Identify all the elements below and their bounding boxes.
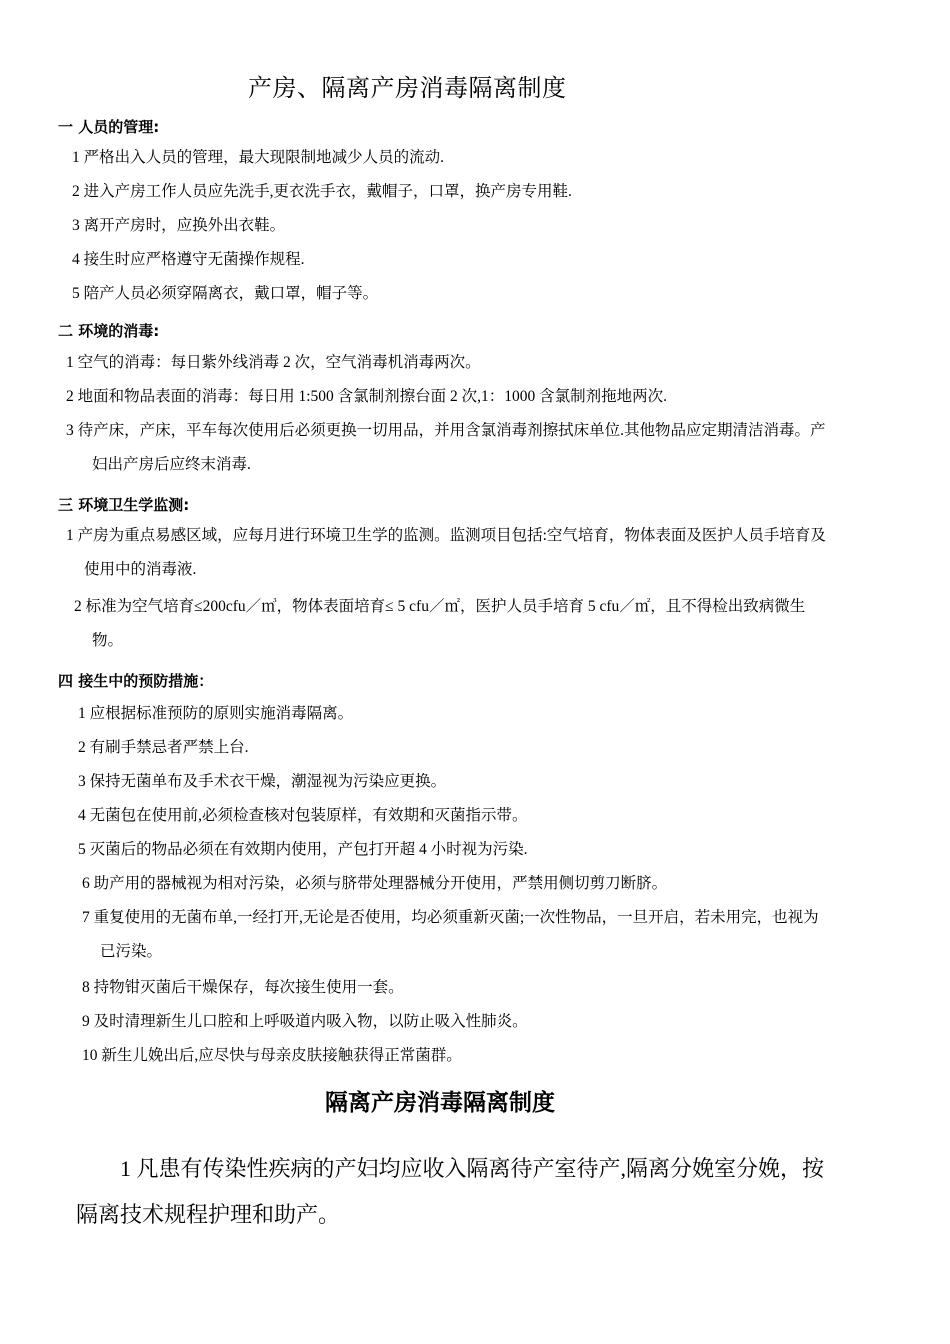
section-4-item-1: 1 应根据标准预防的原则实施消毒隔离。 [78, 705, 354, 722]
section-heading-2: 二 环境的消毒: [58, 322, 160, 340]
section-4-item-6: 6 助产用的器械视为相对污染，必须与脐带处理器械分开使用，严禁用侧切剪刀断脐。 [82, 875, 668, 892]
section-4-item-3: 3 保持无菌单布及手术衣干燥，潮湿视为污染应更换。 [78, 773, 447, 790]
section-2-item-1: 1 空气的消毒：每日紫外线消毒 2 次，空气消毒机消毒两次。 [66, 354, 481, 371]
section-1-item-4: 4 接生时应严格遵守无菌操作规程. [72, 251, 305, 268]
section-3-item-1: 1 产房为重点易感区域，应每月进行环境卫生学的监测。监测项目包括:空气培育，物体表面及医护人员手培育及 使用中的消毒液. [66, 527, 826, 578]
section-4-item-9: 9 及时清理新生儿口腔和上呼吸道内吸入物，以防止吸入性肺炎。 [82, 1013, 528, 1030]
section-3-item-2: 2 标准为空气培育≤200cfu／㎥，物体表面培育≤ 5 cfu／㎡，医护人员手培育 5 cfu／㎡，且不得检出致病微生 物。 [74, 598, 806, 649]
section-4-item-5: 5 灭菌后的物品必须在有效期内使用，产包打开超 4 小时视为污染. [78, 841, 528, 858]
section-heading-1: 一 人员的管理: [58, 118, 160, 136]
section-4-item-10: 10 新生儿娩出后,应尽快与母亲皮肤接触获得正常菌群。 [82, 1047, 462, 1064]
section-4-item-2: 2 有刷手禁忌者严禁上台. [78, 739, 249, 756]
section-4-item-7: 7 重复使用的无菌布单,一经打开,无论是否使用，均必须重新灭菌;一次性物品，一旦开启，若未用完，也视为 已污染。 [82, 909, 819, 960]
section-2-item-2: 2 地面和物品表面的消毒：每日用 1:500 含氯制剂擦台面 2 次,1：1000 含氯制剂拖地两次. [66, 388, 668, 405]
section-1-item-5: 5 陪产人员必须穿隔离衣，戴口罩，帽子等。 [72, 285, 379, 302]
section-1-item-1: 1 严格出入人员的管理，最大现限制地减少人员的流动. [72, 149, 445, 166]
section-4-item-4: 4 无菌包在使用前,必须检查核对包装原样，有效期和灭菌指示带。 [78, 807, 528, 824]
section-1-item-2: 2 进入产房工作人员应先洗手,更衣洗手衣，戴帽子，口罩，换产房专用鞋. [72, 183, 572, 200]
document-title: 产房、隔离产房消毒隔离制度 [248, 76, 567, 102]
section-1-item-3: 3 离开产房时，应换外出衣鞋。 [72, 217, 286, 234]
section-heading-4: 四 接生中的预防措施： [58, 672, 214, 690]
section-heading-3: 三 环境卫生学监测: [58, 496, 190, 514]
section-title-isolation: 隔离产房消毒隔离制度 [325, 1090, 555, 1116]
isolation-paragraph: 1 凡患有传染性疾病的产妇均应收入隔离待产室待产,隔离分娩室分娩，按 隔离技术规程护理和助产。 [76, 1156, 825, 1227]
section-2-item-3: 3 待产床，产床，平车每次使用后必须更换一切用品，并用含氯消毒剂擦拭床单位.其他物品应定期清洁消毒。产 妇出产房后应终末消毒. [66, 422, 826, 473]
section-4-item-8: 8 持物钳灭菌后干燥保存，每次接生使用一套。 [82, 979, 404, 996]
